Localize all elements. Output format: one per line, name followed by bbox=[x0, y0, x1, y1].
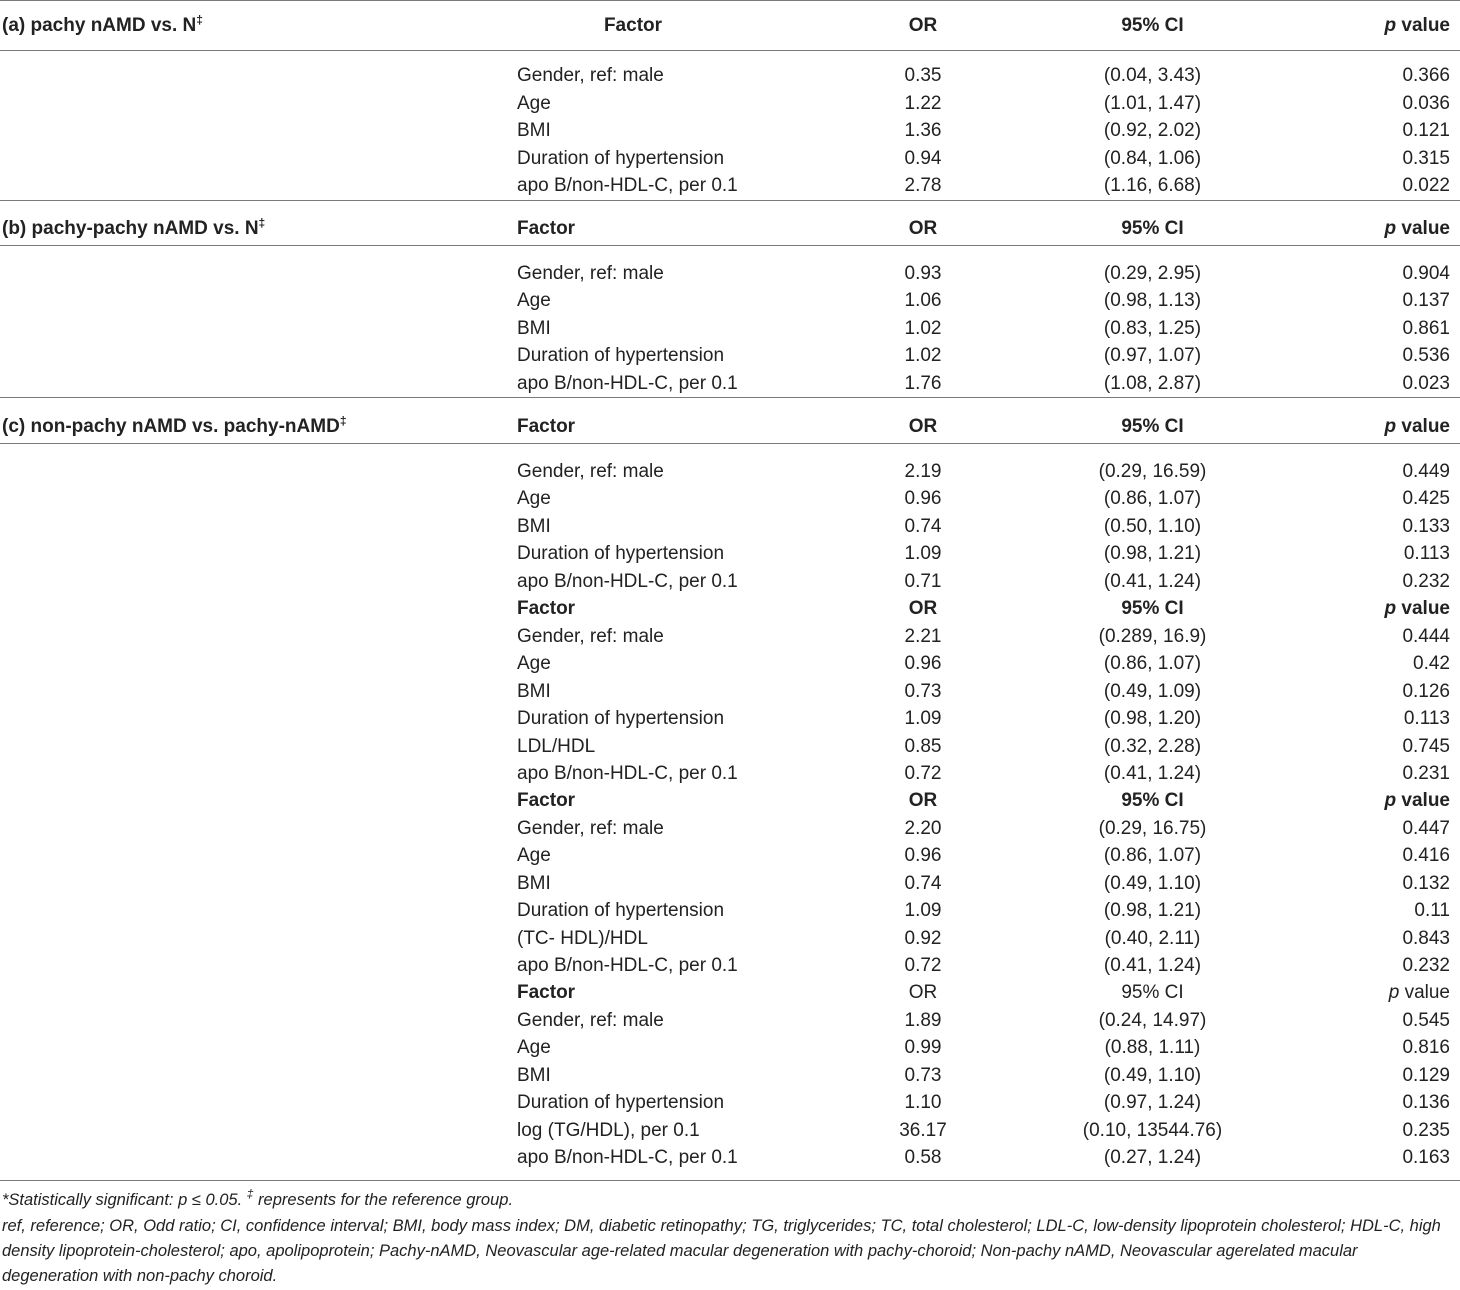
factor-cell: Duration of hypertension bbox=[517, 345, 725, 366]
factor-cell: BMI bbox=[517, 680, 551, 702]
factor-cell: apo B/non-HDL-C, per 0.1 bbox=[517, 570, 738, 592]
p-cell: 0.023 bbox=[1402, 372, 1450, 394]
p-cell: 0.132 bbox=[1402, 872, 1450, 894]
or-cell: 0.99 bbox=[904, 1037, 942, 1058]
ci-cell: (0.92, 2.02) bbox=[1103, 120, 1202, 141]
col-or-header: OR bbox=[908, 598, 938, 619]
table-row bbox=[0, 485, 1460, 512]
col-p-header: p value bbox=[1384, 416, 1450, 437]
ci-cell: (0.29, 16.75) bbox=[1098, 817, 1207, 839]
p-cell: 0.036 bbox=[1402, 92, 1450, 114]
factor-cell: LDL/HDL bbox=[517, 735, 596, 757]
p-cell: 0.425 bbox=[1402, 488, 1450, 509]
factor-cell: Gender, ref: male bbox=[517, 1009, 664, 1031]
or-cell: 0.72 bbox=[904, 763, 942, 784]
table-row bbox=[0, 370, 1460, 397]
or-cell: 0.94 bbox=[904, 147, 942, 169]
or-cell: 0.96 bbox=[904, 845, 942, 866]
section-a-label: (a) pachy nAMD vs. N‡ bbox=[2, 13, 203, 36]
ci-cell: (0.32, 2.28) bbox=[1103, 735, 1202, 757]
or-cell: 0.93 bbox=[904, 262, 942, 284]
p-cell: 0.232 bbox=[1402, 570, 1450, 592]
col-ci-header: 95% CI bbox=[1121, 416, 1184, 437]
p-cell: 0.366 bbox=[1402, 65, 1450, 86]
p-cell: 0.136 bbox=[1402, 1092, 1450, 1113]
p-cell: 0.447 bbox=[1402, 817, 1450, 839]
ci-cell: (0.97, 1.07) bbox=[1103, 345, 1202, 366]
or-cell: 0.58 bbox=[904, 1147, 942, 1168]
or-cell: 1.09 bbox=[904, 543, 942, 564]
factor-cell: apo B/non-HDL-C, per 0.1 bbox=[517, 1147, 738, 1168]
table-row bbox=[0, 678, 1460, 705]
rule-section-b-end bbox=[0, 397, 1460, 398]
ci-cell: (0.98, 1.21) bbox=[1103, 543, 1202, 564]
or-cell: 0.85 bbox=[904, 735, 942, 757]
table-row bbox=[0, 705, 1460, 732]
col-factor-header: Factor bbox=[517, 218, 576, 239]
p-cell: 0.745 bbox=[1402, 735, 1450, 757]
or-cell: 1.09 bbox=[904, 900, 942, 921]
table-row bbox=[0, 952, 1460, 979]
p-cell: 0.42 bbox=[1413, 653, 1450, 674]
p-cell: 0.113 bbox=[1403, 708, 1450, 729]
table-row bbox=[0, 870, 1460, 897]
factor-cell: Duration of hypertension bbox=[517, 543, 725, 564]
subblock-header-row bbox=[0, 979, 1460, 1006]
footnote-significance: *Statistically significant: p ≤ 0.05. ‡ represents for the reference group. bbox=[2, 1187, 514, 1209]
section-b-label: (b) pachy-pachy nAMD vs. N‡ bbox=[2, 216, 266, 239]
ci-cell: (0.49, 1.10) bbox=[1103, 1064, 1202, 1086]
table-row bbox=[0, 342, 1460, 369]
ci-cell: (0.04, 3.43) bbox=[1103, 65, 1202, 86]
col-ci-header: 95% CI bbox=[1121, 982, 1184, 1003]
col-p-header: p value bbox=[1384, 15, 1450, 36]
table-row bbox=[0, 287, 1460, 314]
or-cell: 2.19 bbox=[904, 460, 942, 482]
p-cell: 0.113 bbox=[1403, 543, 1450, 564]
factor-cell: Age bbox=[517, 488, 551, 509]
factor-cell: Age bbox=[517, 845, 551, 866]
col-factor-header: Factor bbox=[517, 598, 576, 619]
ci-cell: (0.98, 1.13) bbox=[1103, 290, 1202, 311]
ci-cell: (0.24, 14.97) bbox=[1098, 1009, 1207, 1031]
or-cell: 1.02 bbox=[904, 317, 942, 339]
ci-cell: (0.50, 1.10) bbox=[1103, 515, 1202, 537]
section-a-header-row bbox=[0, 12, 1460, 39]
ci-cell: (0.84, 1.06) bbox=[1103, 147, 1202, 169]
p-cell: 0.416 bbox=[1402, 845, 1450, 866]
table-row bbox=[0, 650, 1460, 677]
or-cell: 1.89 bbox=[904, 1009, 942, 1031]
factor-cell: apo B/non-HDL-C, per 0.1 bbox=[517, 955, 738, 976]
factor-cell: Duration of hypertension bbox=[517, 147, 725, 169]
p-cell: 0.163 bbox=[1402, 1147, 1450, 1168]
factor-cell: Gender, ref: male bbox=[517, 65, 664, 86]
col-p-header: p value bbox=[1384, 598, 1450, 619]
table-row bbox=[0, 925, 1460, 952]
table-row bbox=[0, 458, 1460, 485]
factor-cell: apo B/non-HDL-C, per 0.1 bbox=[517, 763, 738, 784]
section-b-header-row bbox=[0, 215, 1460, 242]
factor-cell: apo B/non-HDL-C, per 0.1 bbox=[517, 372, 738, 394]
p-cell: 0.444 bbox=[1402, 625, 1450, 647]
col-factor-header: Factor bbox=[517, 416, 576, 437]
p-cell: 0.861 bbox=[1402, 317, 1450, 339]
ci-cell: (0.97, 1.24) bbox=[1103, 1092, 1202, 1113]
p-cell: 0.904 bbox=[1402, 262, 1450, 284]
table-row bbox=[0, 513, 1460, 540]
col-or-header: OR bbox=[908, 416, 938, 437]
factor-cell: Age bbox=[517, 653, 551, 674]
or-cell: 0.73 bbox=[904, 680, 942, 702]
table-row bbox=[0, 90, 1460, 117]
ci-cell: (0.49, 1.09) bbox=[1103, 680, 1202, 702]
col-or-header: OR bbox=[908, 15, 938, 36]
table-row bbox=[0, 1062, 1460, 1089]
or-cell: 0.96 bbox=[904, 488, 942, 509]
section-c-label: (c) non-pachy nAMD vs. pachy-nAMD‡ bbox=[2, 414, 347, 437]
rule-header-b bbox=[0, 245, 1460, 246]
factor-cell: BMI bbox=[517, 515, 551, 537]
ci-cell: (0.10, 13544.76) bbox=[1082, 1119, 1223, 1141]
col-p-header: p value bbox=[1388, 982, 1450, 1003]
or-cell: 1.06 bbox=[904, 290, 942, 311]
col-ci-header: 95% CI bbox=[1121, 598, 1184, 619]
ci-cell: (0.289, 16.9) bbox=[1098, 625, 1207, 647]
or-cell: 0.96 bbox=[904, 653, 942, 674]
or-cell: 36.17 bbox=[899, 1119, 947, 1141]
col-ci-header: 95% CI bbox=[1121, 15, 1184, 36]
col-p-header: p value bbox=[1384, 218, 1450, 239]
ci-cell: (0.83, 1.25) bbox=[1103, 317, 1202, 339]
rule-top bbox=[0, 0, 1460, 1]
ci-cell: (0.49, 1.10) bbox=[1103, 872, 1202, 894]
p-cell: 0.137 bbox=[1402, 290, 1450, 311]
table-row bbox=[0, 568, 1460, 595]
or-cell: 0.92 bbox=[904, 927, 942, 949]
ci-cell: (1.08, 2.87) bbox=[1103, 372, 1202, 394]
ci-cell: (1.01, 1.47) bbox=[1103, 92, 1202, 114]
factor-cell: Gender, ref: male bbox=[517, 625, 664, 647]
or-cell: 0.74 bbox=[904, 872, 942, 894]
or-cell: 2.20 bbox=[904, 817, 942, 839]
p-cell: 0.126 bbox=[1402, 680, 1450, 702]
or-cell: 1.76 bbox=[904, 372, 942, 394]
or-cell: 1.02 bbox=[904, 345, 942, 366]
factor-cell: Gender, ref: male bbox=[517, 817, 664, 839]
col-p-header: p value bbox=[1384, 790, 1450, 811]
factor-cell: (TC- HDL)/HDL bbox=[517, 927, 648, 949]
ci-cell: (0.88, 1.11) bbox=[1104, 1037, 1201, 1058]
ci-cell: (0.86, 1.07) bbox=[1103, 653, 1202, 674]
subblock-header-row bbox=[0, 595, 1460, 622]
table-row bbox=[0, 760, 1460, 787]
ci-cell: (0.41, 1.24) bbox=[1103, 955, 1202, 976]
or-cell: 0.73 bbox=[904, 1064, 942, 1086]
factor-cell: Age bbox=[517, 1037, 551, 1058]
or-cell: 0.74 bbox=[904, 515, 942, 537]
col-factor-header: Factor bbox=[517, 790, 576, 811]
ci-cell: (0.29, 2.95) bbox=[1103, 262, 1202, 284]
table-row bbox=[0, 540, 1460, 567]
ci-cell: (0.98, 1.21) bbox=[1103, 900, 1202, 921]
ci-cell: (0.29, 16.59) bbox=[1098, 460, 1207, 482]
or-cell: 2.21 bbox=[904, 625, 942, 647]
factor-cell: BMI bbox=[517, 120, 551, 141]
table-row bbox=[0, 145, 1460, 172]
table-row bbox=[0, 623, 1460, 650]
col-or-header: OR bbox=[908, 790, 938, 811]
p-cell: 0.843 bbox=[1402, 927, 1450, 949]
col-factor-header: Factor bbox=[603, 15, 663, 36]
or-cell: 2.78 bbox=[904, 175, 942, 196]
factor-cell: Duration of hypertension bbox=[517, 708, 725, 729]
ci-cell: (0.41, 1.24) bbox=[1103, 763, 1202, 784]
ci-cell: (0.98, 1.20) bbox=[1103, 708, 1202, 729]
table-row bbox=[0, 897, 1460, 924]
table-row bbox=[0, 733, 1460, 760]
p-cell: 0.11 bbox=[1414, 900, 1450, 921]
p-cell: 0.816 bbox=[1402, 1037, 1450, 1058]
footnote-abbreviations: ref, reference; OR, Odd ratio; CI, confidence interval; BMI, body mass index; DM, diabetic retinopathy; TG, triglycerides; TC, total cholesterol; LDL-C, low-density lipoprotein cholesterol; HDL-C, high density lipoprotein-cholesterol; apo, apolipoprotein; Pachy-nAMD, Neovascular age-related macular degeneration with pachy-choroid; Non-pachy nAMD, Neovascular agerelated macular degeneration with non-pachy choroid. bbox=[2, 1217, 1441, 1285]
ci-cell: (0.27, 1.24) bbox=[1103, 1147, 1202, 1168]
or-cell: 1.22 bbox=[904, 92, 942, 114]
p-cell: 0.536 bbox=[1402, 345, 1450, 366]
table-row bbox=[0, 1034, 1460, 1061]
or-cell: 0.72 bbox=[904, 955, 942, 976]
factor-cell: apo B/non-HDL-C, per 0.1 bbox=[517, 175, 738, 196]
section-c-header-row bbox=[0, 413, 1460, 440]
ci-cell: (0.41, 1.24) bbox=[1103, 570, 1202, 592]
rule-table-end bbox=[0, 1180, 1460, 1181]
table-row bbox=[0, 315, 1460, 342]
table-row bbox=[0, 815, 1460, 842]
p-cell: 0.022 bbox=[1402, 175, 1450, 196]
ci-cell: (0.86, 1.07) bbox=[1103, 845, 1202, 866]
table-row bbox=[0, 842, 1460, 869]
col-ci-header: 95% CI bbox=[1121, 218, 1184, 239]
factor-cell: log (TG/HDL), per 0.1 bbox=[517, 1119, 700, 1141]
factor-cell: BMI bbox=[517, 317, 551, 339]
table-row bbox=[0, 117, 1460, 144]
col-or-header: OR bbox=[908, 218, 938, 239]
or-cell: 1.36 bbox=[904, 120, 942, 141]
factor-cell: BMI bbox=[517, 872, 551, 894]
factor-cell: Gender, ref: male bbox=[517, 262, 664, 284]
col-ci-header: 95% CI bbox=[1121, 790, 1184, 811]
rule-header-c bbox=[0, 443, 1460, 444]
p-cell: 0.231 bbox=[1402, 763, 1450, 784]
p-cell: 0.545 bbox=[1402, 1009, 1450, 1031]
or-cell: 1.10 bbox=[904, 1092, 942, 1113]
col-or-header: OR bbox=[908, 982, 938, 1003]
factor-cell: Duration of hypertension bbox=[517, 900, 725, 921]
subblock-header-row bbox=[0, 787, 1460, 814]
or-cell: 1.09 bbox=[904, 708, 942, 729]
table-row bbox=[0, 260, 1460, 287]
p-cell: 0.315 bbox=[1402, 147, 1450, 169]
p-cell: 0.133 bbox=[1402, 515, 1450, 537]
ci-cell: (0.40, 2.11) bbox=[1104, 927, 1201, 949]
factor-cell: Gender, ref: male bbox=[517, 460, 664, 482]
or-cell: 0.71 bbox=[904, 570, 942, 592]
table-row bbox=[0, 172, 1460, 199]
factor-cell: BMI bbox=[517, 1064, 551, 1086]
rule-section-a-end bbox=[0, 200, 1460, 201]
table-row bbox=[0, 1117, 1460, 1144]
col-factor-header: Factor bbox=[517, 982, 576, 1003]
rule-header-a bbox=[0, 50, 1460, 51]
factor-cell: Age bbox=[517, 92, 551, 114]
table-row bbox=[0, 62, 1460, 89]
ci-cell: (1.16, 6.68) bbox=[1103, 175, 1202, 196]
p-cell: 0.232 bbox=[1402, 955, 1450, 976]
table-row bbox=[0, 1144, 1460, 1171]
factor-cell: Duration of hypertension bbox=[517, 1092, 725, 1113]
ci-cell: (0.86, 1.07) bbox=[1103, 488, 1202, 509]
p-cell: 0.129 bbox=[1402, 1064, 1450, 1086]
or-cell: 0.35 bbox=[904, 65, 942, 86]
table-row bbox=[0, 1007, 1460, 1034]
p-cell: 0.449 bbox=[1402, 460, 1450, 482]
p-cell: 0.235 bbox=[1402, 1119, 1450, 1141]
factor-cell: Age bbox=[517, 290, 551, 311]
p-cell: 0.121 bbox=[1402, 120, 1450, 141]
table-row bbox=[0, 1089, 1460, 1116]
